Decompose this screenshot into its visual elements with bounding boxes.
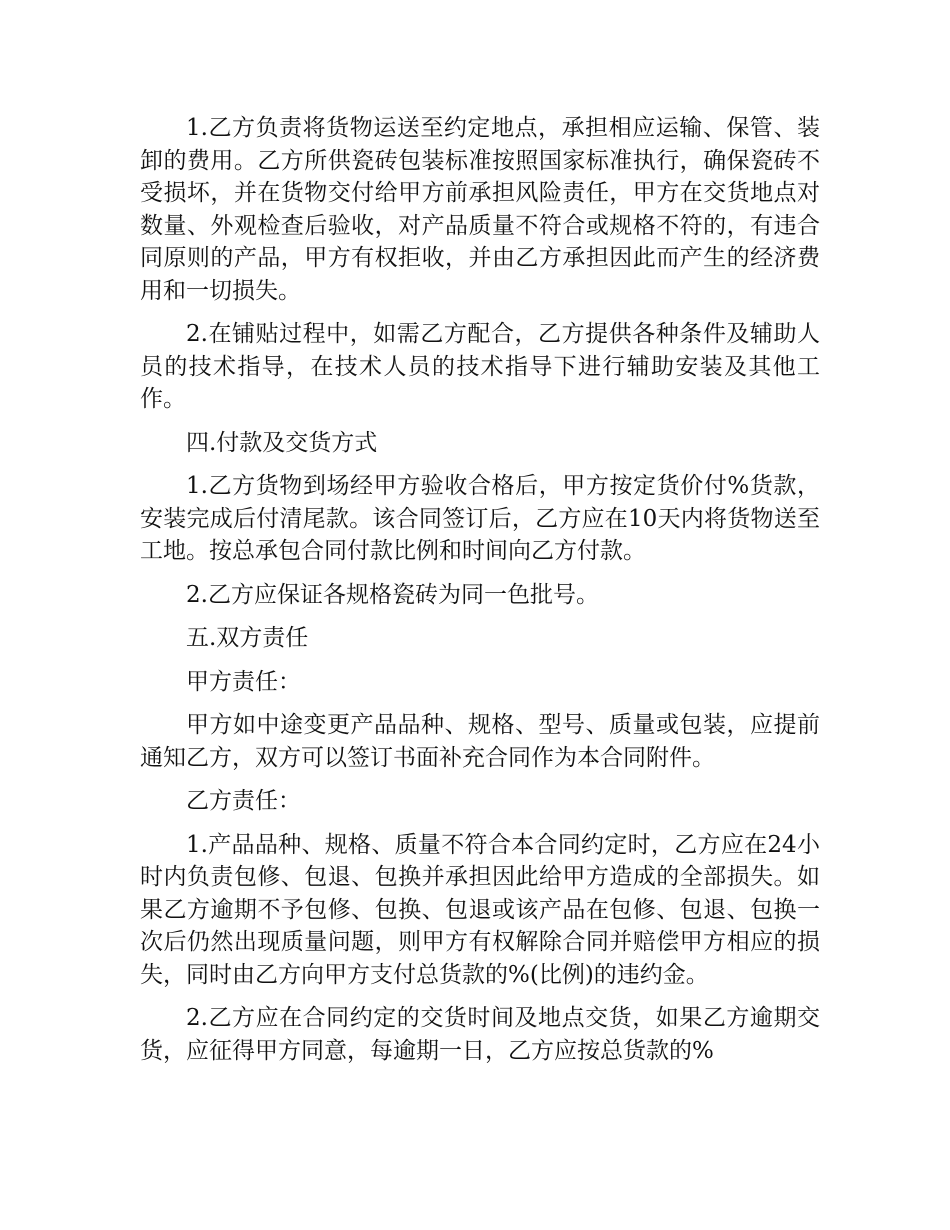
document-page: [140, 112, 820, 1078]
clause-color-batch: 2.乙方应保证各规格瓷砖为同一色批号。: [186, 581, 599, 608]
clause-payment: 1.乙方货物到场经甲方验收合格后，甲方按定货价付%货款，安装完成后付清尾款。该合同签订后，乙方应在10天内将货物送至工地。按总承包合同付款比例和时间向乙方付款。: [140, 473, 820, 564]
section-heading-payment: 四.付款及交货方式: [186, 429, 378, 456]
clause-installation-support: 2.在铺贴过程中，如需乙方配合，乙方提供各种条件及辅助人员的技术指导，在技术人员的技术指导下进行辅助安装及其他工作。: [140, 321, 820, 412]
section-heading-responsibilities: 五.双方责任: [186, 625, 309, 651]
party-a-heading: 甲方责任：: [186, 668, 301, 695]
party-b-responsibility-2: 2.乙方应在合同约定的交货时间及地点交货，如果乙方逾期交货，应征得甲方同意，每逾期一日，乙方应按总货款的%: [140, 1005, 820, 1064]
clause-transport: 1.乙方负责将货物运送至约定地点，承担相应运输、保管、装卸的费用。乙方所供瓷砖包装标准按照国家标准执行，确保瓷砖不受损坏，并在货物交付给甲方前承担风险责任，甲方在交货地点对数量、外观检查后验收，对产品质量不符合或规格不符的，有违合同原则的产品，甲方有权拒收，并由乙方承担因此而产生的经济费用和一切损失。: [140, 115, 820, 304]
party-b-heading: 乙方责任：: [186, 788, 301, 814]
party-a-responsibility: 甲方如中途变更产品品种、规格、型号、质量或包装，应提前通知乙方，双方可以签订书面补充合同作为本合同附件。: [140, 712, 820, 771]
party-b-responsibility-1: 1.产品品种、规格、质量不符合本合同约定时，乙方应在24小时内负责包修、包退、包换并承担因此给甲方造成的全部损失。如果乙方逾期不予包修、包换、包退或该产品在包修、包退、包换一次后仍然出现质量问题，则甲方有权解除合同并赔偿甲方相应的损失，同时由乙方向甲方支付总货款的%(比例)的违约金。: [140, 831, 820, 988]
